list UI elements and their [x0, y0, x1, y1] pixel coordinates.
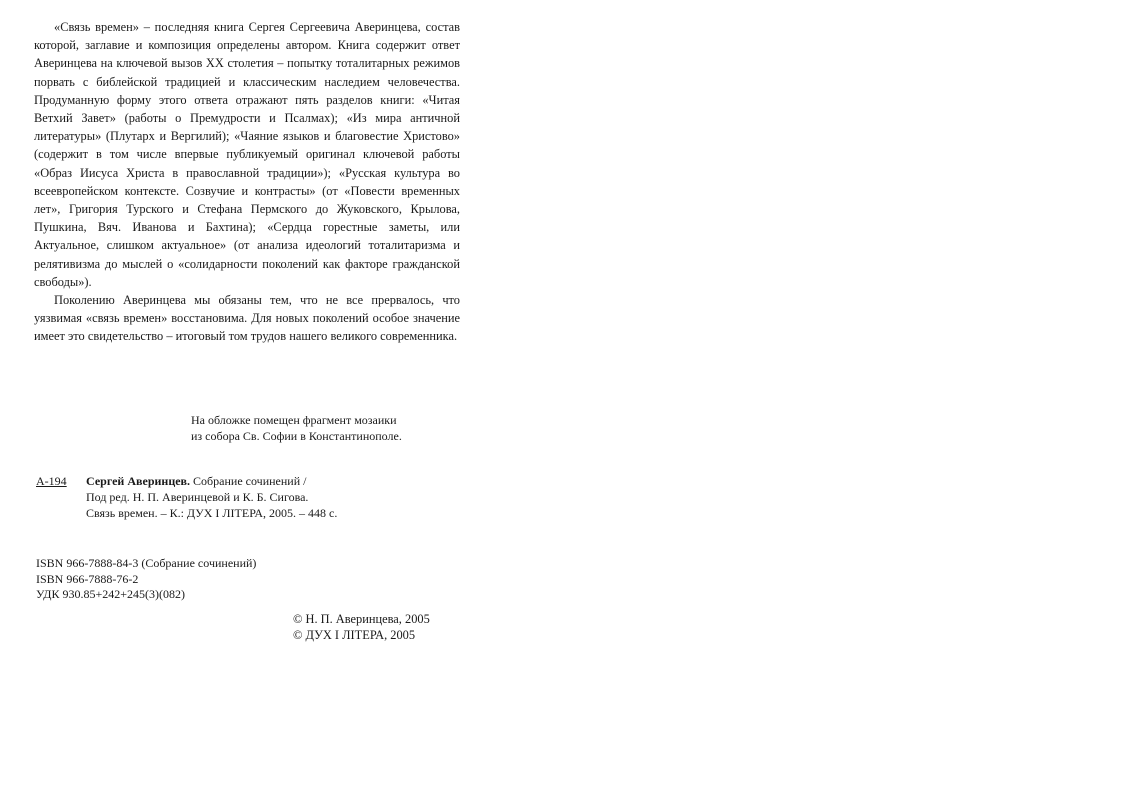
- catalog-line-2: Под ред. Н. П. Аверинцевой и К. Б. Сигова.: [86, 490, 309, 504]
- cover-note-line-2: из собора Св. Софии в Константинополе.: [191, 428, 402, 443]
- copyright-block: [293, 611, 430, 643]
- isbn-block: [36, 556, 256, 603]
- catalog-title: Собрание сочинений /: [190, 474, 307, 488]
- isbn-line-2: ISBN 966-7888-76-2: [36, 571, 139, 586]
- catalog-line-3: Связь времен. – К.: ДУХ І ЛІТЕРА, 2005. – 448 с.: [86, 506, 338, 520]
- copyright-line-2: © ДУХ І ЛІТЕРА, 2005: [293, 628, 416, 642]
- annotation-paragraph-1: «Связь времен» – последняя книга Сергея Сергеевича Аверинцева, состав которой, заглавие и композиция определены автором. Книга содержит ответ Аверинцева на ключевой вызов XX столетия – попытку тоталитарных режимов порвать с библейской традицией и классическим наследием человечества. Продуманную форму этого ответа отражают пять разделов книги: «Читая Ветхий Завет» (работы о Премудрости и Псалмах); «Из мира античной литературы» (Плутарх и Вергилий); «Чаяние языков и благовестие Христово» (содержит в том числе впервые публикуемый оригинал ключевой работы «Образ Иисуса Христа в православной традиции»); «Русская культура во всеевропейском контексте. Созвучие и контрасты» (от «Повести временных лет», Григория Турского и Стефана Пермского до Жуковского, Крылова, Пушкина, Вяч. Иванова и Бахтина); «Сердца горестные заметы, или Актуальное, слишком актуальное» (от анализа идеологий тоталитаризма и релятивизма до мыслей о «солидарности поколений как факторе гражданской свободы»).: [34, 20, 460, 289]
- cover-note: [191, 413, 491, 444]
- annotation-paragraph-2: Поколению Аверинцева мы обязаны тем, что не все прервалось, что уязвимая «связь времен» восстановима. Для новых поколений особое значение имеет это свидетельство – итоговый том трудов нашего великого современника.: [34, 293, 460, 344]
- catalog-description: [86, 473, 466, 521]
- cover-note-line-1: На обложке помещен фрагмент мозаики: [191, 413, 397, 427]
- catalog-author: Сергей Аверинцев.: [86, 474, 191, 488]
- copyright-line-1: © Н. П. Аверинцева, 2005: [293, 612, 430, 626]
- isbn-line-1: ISBN 966-7888-84-3 (Собрание сочинений): [36, 556, 257, 570]
- udk-line: УДК 930.85+242+245(3)(082): [36, 587, 185, 601]
- book-annotation: [34, 18, 460, 346]
- catalog-code: А-194: [36, 474, 67, 488]
- catalog-line-1: [86, 473, 466, 489]
